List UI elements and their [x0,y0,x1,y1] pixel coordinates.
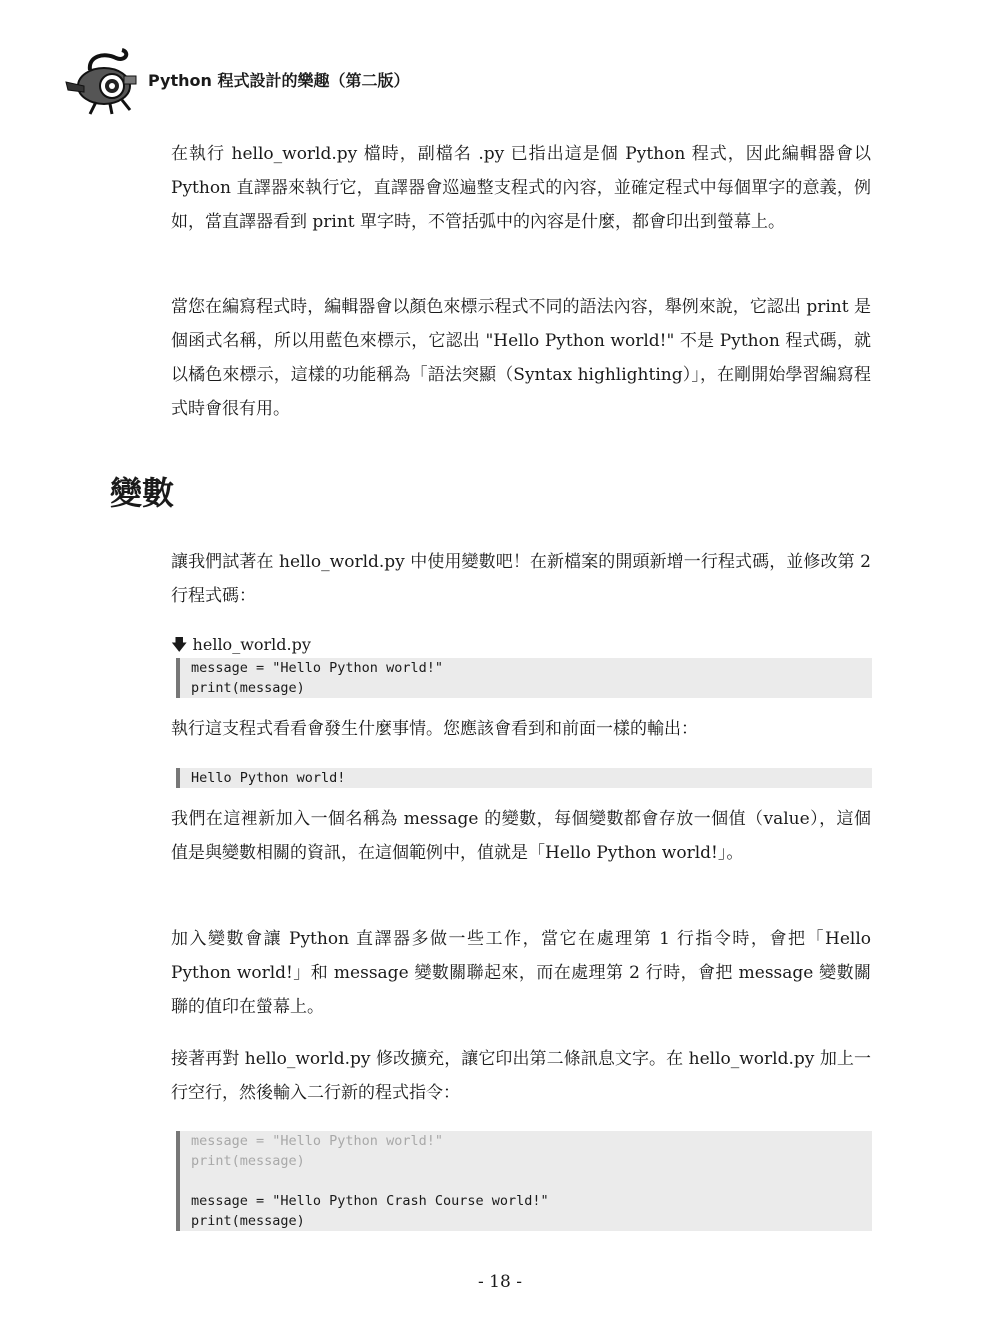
paragraph-block-4 [171,712,871,746]
code-line-dimmed: message = "Hello Python world!" [191,1133,443,1149]
code-line: print(message) [191,1213,305,1229]
paragraph-block-3 [171,545,871,613]
paragraph-block-6 [171,922,871,1024]
code-line-dimmed: print(message) [191,1153,305,1169]
code-block-2 [176,1131,872,1231]
paragraph-block-1 [171,137,871,239]
output-line: Hello Python world! [191,770,346,786]
paragraph: 接著再對 hello_world.py 修改擴充，讓它印出第二條訊息文字。在 hello_world.py 加上一行空行，然後輸入二行新的程式指令： [171,1049,871,1103]
code-block-1 [176,658,872,698]
code-line: print(message) [191,680,305,696]
paragraph-block-5 [171,802,871,870]
python-robot-logo-icon [60,46,142,116]
paragraph: 當您在編寫程式時，編輯器會以顏色來標示程式不同的語法內容，舉例來說，它認出 print 是個函式名稱，所以用藍色來標示，它認出 "Hello Python world!" 不是 Python 程式碼，就以橘色來標示，這樣的功能稱為「語法突顯（Syntax highlighting）」，在剛開始學習編寫程式時會很有用。 [171,297,871,419]
section-heading: 變數 [110,474,175,512]
paragraph-block-2 [171,290,871,426]
paragraph-block-7 [171,1042,871,1110]
paragraph: 我們在這裡新加入一個名稱為 message 的變數，每個變數都會存放一個值（value），這個值是與變數相關的資訊，在這個範例中，值就是「Hello Python world!」。 [171,809,871,863]
page-number: - 18 - [478,1272,522,1292]
download-arrow-icon: 🡇 [171,635,188,654]
code-file-label [171,634,311,661]
paragraph: 執行這支程式看看會發生什麼事情。您應該會看到和前面一樣的輸出： [171,719,698,739]
code-line: message = "Hello Python world!" [191,660,443,676]
code-line-blank [191,1171,872,1191]
header-title: Python 程式設計的樂趣（第二版） [148,71,410,90]
paragraph: 在執行 hello_world.py 檔時，副檔名 .py 已指出這是個 Python 程式，因此編輯器會以 Python 直譯器來執行它，直譯器會巡遍整支程式的內容，並確定程式中每個單字的意義，例如，當直譯器看到 print 單字時，不管括弧中的內容是什麼，都會印出到螢幕上。 [171,144,871,232]
paragraph: 加入變數會讓 Python 直譯器多做一些工作，當它在處理第 1 行指令時，會把「Hello Python world!」和 message 變數關聯起來，而在處理第 2 行時，會把 message 變數關聯的值印在螢幕上。 [171,929,871,1017]
code-line: message = "Hello Python Crash Course world!" [191,1193,549,1209]
output-block [176,768,872,788]
paragraph: 讓我們試著在 hello_world.py 中使用變數吧！在新檔案的開頭新增一行程式碼，並修改第 2 行程式碼： [171,552,871,606]
file-name: hello_world.py [192,635,311,654]
